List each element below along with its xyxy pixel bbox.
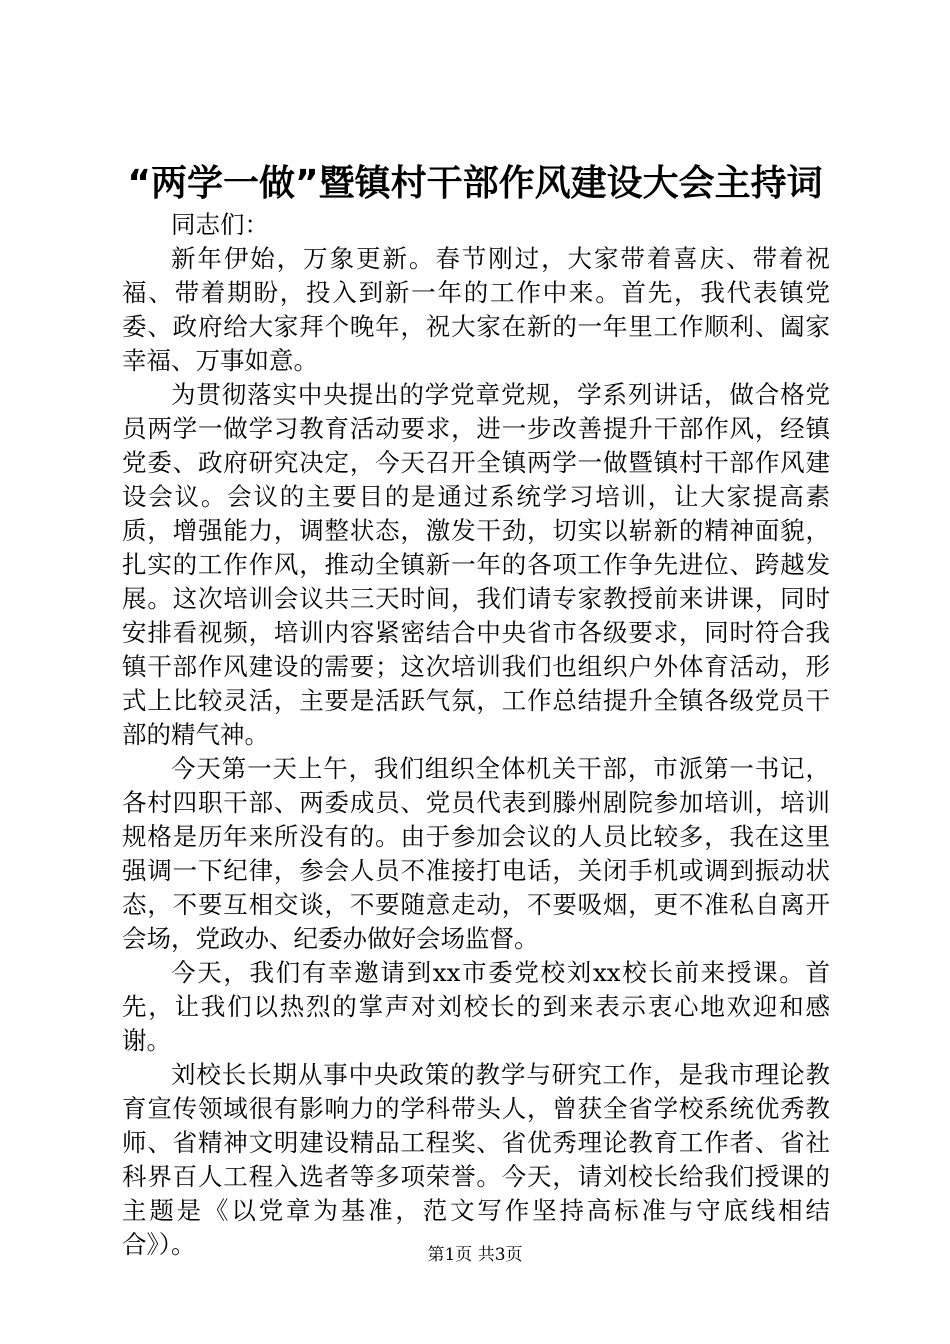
paragraph-4: 今天，我们有幸邀请到xx市委党校刘xx校长前来授课。首先，让我们以热烈的掌声对刘校长的到来表示衷心地欢迎和感谢。: [122, 958, 830, 1055]
page-number-footer: 第1页 共3页: [427, 1245, 523, 1265]
salutation: 同志们：: [171, 210, 269, 239]
document-body: [122, 208, 830, 1262]
document-title: “两学一做”暨镇村干部作风建设大会主持词: [127, 163, 823, 204]
paragraph-1: 新年伊始，万象更新。春节刚过，大家带着喜庆、带着祝福、带着期盼，投入到新一年的工作中来。首先，我代表镇党委、政府给大家拜个晚年，祝大家在新的一年里工作顺利、阖家幸福、万事如意。: [122, 244, 830, 375]
paragraph-5: 刘校长长期从事中央政策的教学与研究工作，是我市理论教育宣传领域很有影响力的学科带头人，曾获全省学校系统优秀教师、省精神文明建设精品工程奖、省优秀理论教育工作者、省社科界百人工程入选者等多项荣誉。今天，请刘校长给我们授课的主题是《以党章为基准，范文写作坚持高标准与守底线相结合》）。: [122, 1060, 830, 1259]
paragraph-2: 为贯彻落实中央提出的学党章党规，学系列讲话，做合格党员两学一做学习教育活动要求，进一步改善提升干部作风，经镇党委、政府研究决定，今天召开全镇两学一做暨镇村干部作风建设会议。会议的主要目的是通过系统学习培训，让大家提高素质，增强能力，调整状态，激发干劲，切实以崭新的精神面貌，扎实的工作作风，推动全镇新一年的各项工作争先进位、跨越发展。这次培训会议共三天时间，我们请专家教授前来讲课，同时安排看视频，培训内容紧密结合中央省市各级要求，同时符合我镇干部作风建设的需要；这次培训我们也组织户外体育活动，形式上比较灵活，主要是活跃气氛，工作总结提升全镇各级党员干部的精气神。: [122, 380, 830, 749]
paragraph-3: 今天第一天上午，我们组织全体机关干部，市派第一书记，各村四职干部、两委成员、党员代表到滕州剧院参加培训，培训规格是历年来所没有的。由于参加会议的人员比较多，我在这里强调一下纪律，参会人员不准接打电话，关闭手机或调到振动状态，不要互相交谈，不要随意走动，不要吸烟，更不准私自离开会场，党政办、纪委办做好会场监督。: [122, 754, 830, 953]
